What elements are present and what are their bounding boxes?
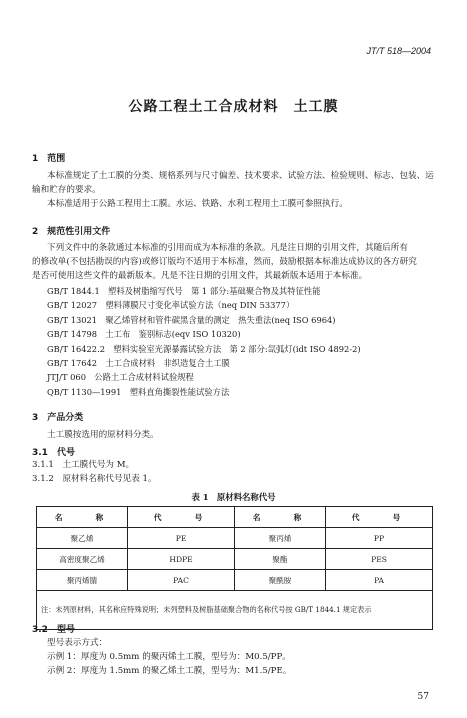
table-cell: 高密度聚乙烯 — [37, 549, 128, 570]
reference-item: JTJ/T 060 公路土工合成材料试验规程 — [47, 372, 194, 382]
section-3-heading: 3 产品分类 — [32, 413, 84, 423]
section-1-heading: 1 范围 — [32, 154, 66, 164]
table-row — [37, 528, 433, 549]
table-cell: PE — [128, 528, 235, 549]
column-header-name: 名 称 — [37, 507, 128, 528]
table-cell: HDPE — [128, 549, 235, 570]
page-number: 57 — [417, 692, 429, 702]
reference-item: GB/T 14798 土工布 鉴别标志(eqv ISO 10320) — [47, 329, 241, 339]
table-cell: PA — [326, 570, 433, 591]
column-header-code: 代 号 — [128, 507, 235, 528]
table-cell: 聚乙烯 — [37, 528, 128, 549]
table-header-row — [37, 507, 433, 528]
table-cell: 聚丙烯 — [234, 528, 325, 549]
refs-intro-line-3: 是否可使用这些文件的最新版本。凡是不注日期的引用文件，其最新版本适用于本标准。 — [32, 271, 368, 281]
section-3-1-heading: 3.1 代号 — [32, 448, 75, 458]
document-title: 公路工程土工合成材料 土工膜 — [128, 99, 339, 115]
reference-item: GB/T 1844.1 塑料及树脂缩写代号 第 1 部分:基础聚合物及其特征性能 — [47, 286, 321, 296]
refs-intro-line-2: 的修改单(不包括勘误的内容)或修订版均不适用于本标准，然而，鼓励根据本标准达成协议的各方研究 — [32, 257, 417, 267]
column-header-code: 代 号 — [326, 507, 433, 528]
table-1-caption: 表 1 原材料名称代号 — [191, 492, 276, 502]
section-3-2-heading: 3.2 型号 — [32, 625, 75, 635]
classification-intro: 土工膜按选用的原材料分类。 — [47, 430, 159, 440]
section-2-heading: 2 规范性引用文件 — [32, 227, 111, 237]
table-cell: PES — [326, 549, 433, 570]
table-cell: 聚酰胺 — [234, 570, 325, 591]
reference-item: GB/T 17642 土工合成材料 非织造复合土工膜 — [47, 358, 230, 368]
table-cell: PP — [326, 528, 433, 549]
reference-item: GB/T 16422.2 塑料实验室光源暴露试验方法 第 2 部分:氙弧灯(idt ISO 4892-2) — [47, 344, 361, 354]
clause-3-1-1: 3.1.1 土工膜代号为 M。 — [32, 460, 135, 470]
reference-item: GB/T 12027 塑料薄膜尺寸变化率试验方法（neq DIN 53377） — [47, 300, 295, 310]
table-cell: PAC — [128, 570, 235, 591]
scope-paragraph-line-2: 输和贮存的要求。 — [32, 185, 101, 195]
table-row — [37, 549, 433, 570]
reference-item: GB/T 13021 聚乙烯管材和管件碳黑含量的测定 热失重法(neq ISO 6964) — [47, 315, 336, 325]
standard-number: JT/T 518—2004 — [366, 46, 431, 56]
refs-intro-line-1: 下列文件中的条款通过本标准的引用而成为本标准的条款。凡是注日期的引用文件，其随后所有 — [47, 243, 408, 253]
model-example-2: 示例 2：厚度为 1.5mm 的聚乙烯土工膜，型号为：M1.5/PE。 — [47, 666, 292, 676]
reference-item: QB/T 1130—1991 塑料直角撕裂性能试验方法 — [47, 387, 230, 397]
column-header-name: 名 称 — [234, 507, 325, 528]
table-note-row — [37, 591, 433, 630]
model-example-1: 示例 1：厚度为 0.5mm 的聚丙烯土工膜，型号为：M0.5/PP。 — [47, 652, 291, 662]
clause-3-1-2: 3.1.2 原材料名称代号见表 1。 — [32, 474, 157, 484]
model-format-label: 型号表示方式： — [47, 638, 108, 648]
scope-paragraph-line-1: 本标准规定了土工膜的分类、规格系列与尺寸偏差、技术要求、试验方法、检验规则、标志、包装、运 — [47, 171, 434, 181]
table-note: 注：未列原材料，其名称应特殊说明；未列塑料及树脂基础聚合物的名称代号按 GB/T 1844.1 规定表示 — [37, 591, 433, 630]
table-row — [37, 570, 433, 591]
scope-paragraph-2: 本标准适用于公路工程用土工膜。水运、铁路、水利工程用土工膜可参照执行。 — [47, 199, 348, 209]
table-cell: 聚酯 — [234, 549, 325, 570]
materials-code-table — [36, 506, 433, 630]
table-cell: 聚丙烯腈 — [37, 570, 128, 591]
